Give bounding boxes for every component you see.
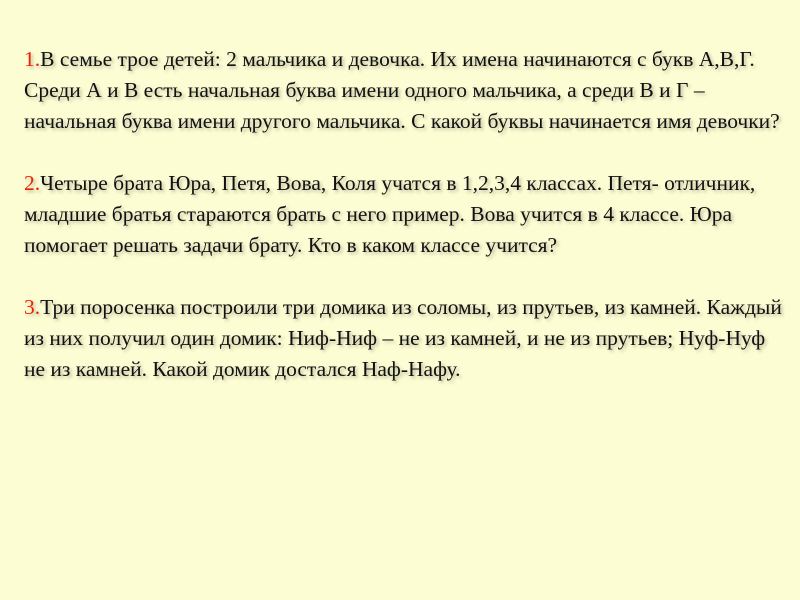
problem-2-text: Четыре брата Юра, Петя, Вова, Коля учатся в 1,2,3,4 классах. Петя- отличник, младшие братья стараются брать с него пример. Вова учится в 4 классе. Юра помогает решать задачи брату. Кто в каком классе учится? <box>24 171 756 257</box>
problems-text <box>24 44 784 416</box>
problem-3 <box>24 292 784 385</box>
problem-1-number: 1. <box>24 47 41 71</box>
problem-3-text: Три поросенка построили три домика из соломы, из прутьев, из камней. Каждый из них получил один домик: Ниф-Ниф – не из камней, и не из прутьев; Нуф-Нуф не из камней. Какой домик достался Наф-Нафу. <box>24 295 782 381</box>
problem-2-number: 2. <box>24 171 41 195</box>
problem-2 <box>24 168 784 261</box>
problem-1-text: В семье трое детей: 2 мальчика и девочка. Их имена начинаются с букв А,В,Г. Среди А и В есть начальная буква имени одного мальчика, а среди В и Г – начальная буква имени другого мальчика. С какой буквы начинается имя девочки? <box>24 47 780 133</box>
problem-3-number: 3. <box>24 295 41 319</box>
problem-1 <box>24 44 784 137</box>
